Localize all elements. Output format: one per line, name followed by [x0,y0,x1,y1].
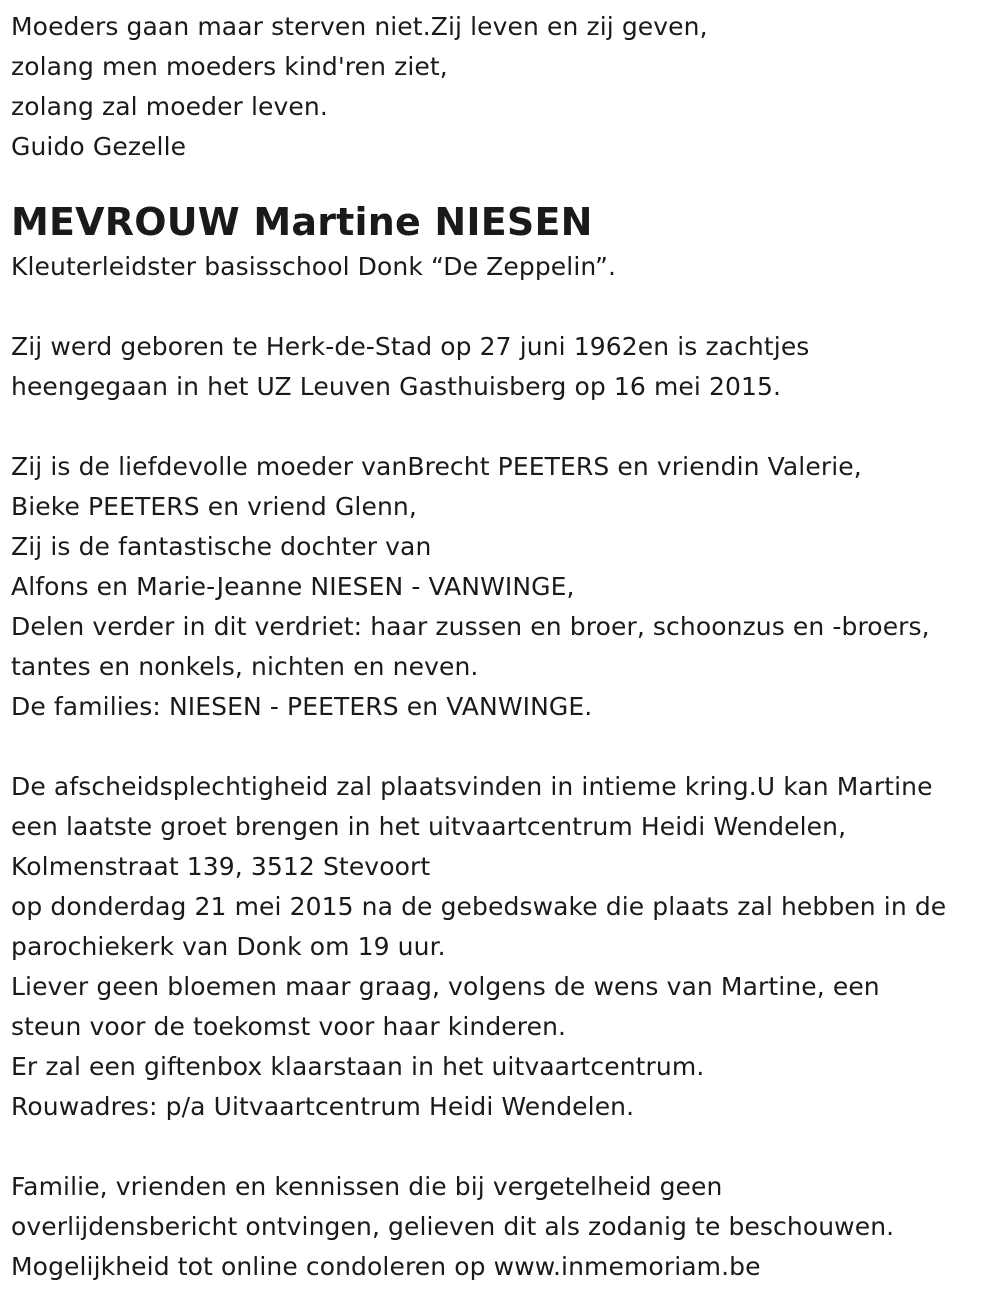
ceremony-line: op donderdag 21 mei 2015 na de gebedswake die plaats zal hebben in de [11,892,947,921]
deceased-occupation: Kleuterleidster basisschool Donk “De Zeppelin”. [11,252,617,281]
birth-death-line: heengegaan in het UZ Leuven Gasthuisberg op 16 mei 2015. [11,372,782,401]
ceremony-line: steun voor de toekomst voor haar kinderen. [11,1012,567,1041]
ceremony-line: Er zal een giftenbox klaarstaan in het uitvaartcentrum. [11,1052,705,1081]
family-line: Delen verder in dit verdriet: haar zussen en broer, schoonzus en -broers, [11,612,930,641]
spacer [11,727,996,767]
family-line: Zij is de liefdevolle moeder vanBrecht PEETERS en vriendin Valerie, [11,452,862,481]
closing-section [11,1167,996,1287]
ceremony-line: parochiekerk van Donk om 19 uur. [11,932,446,961]
closing-line: Mogelijkheid tot online condoleren op www.inmemoriam.be [11,1252,761,1281]
deceased-name: MEVROUW Martine NIESEN [11,200,593,244]
spacer [11,167,996,197]
poem-line: zolang men moeders kind'ren ziet, [11,52,448,81]
ceremony-line: Liever geen bloemen maar graag, volgens de wens van Martine, een [11,972,880,1001]
death-notice [11,7,996,1287]
poem-line: Moeders gaan maar sterven niet.Zij leven en zij geven, [11,12,708,41]
family-line: Bieke PEETERS en vriend Glenn, [11,492,417,521]
birth-death-section [11,327,996,407]
ceremony-line: Kolmenstraat 139, 3512 Stevoort [11,852,431,881]
deceased-section [11,197,996,287]
family-line: Alfons en Marie-Jeanne NIESEN - VANWINGE, [11,572,575,601]
spacer [11,407,996,447]
closing-line: overlijdensbericht ontvingen, gelieven dit als zodanig te beschouwen. [11,1212,895,1241]
family-line: tantes en nonkels, nichten en neven. [11,652,479,681]
ceremony-line: een laatste groet brengen in het uitvaartcentrum Heidi Wendelen, [11,812,847,841]
ceremony-line: De afscheidsplechtigheid zal plaatsvinden in intieme kring.U kan Martine [11,772,933,801]
ceremony-line: Rouwadres: p/a Uitvaartcentrum Heidi Wendelen. [11,1092,635,1121]
spacer [11,1127,996,1167]
family-section [11,447,996,727]
family-line: De families: NIESEN - PEETERS en VANWINGE. [11,692,593,721]
poem-section [11,7,996,167]
birth-death-line: Zij werd geboren te Herk-de-Stad op 27 juni 1962en is zachtjes [11,332,810,361]
spacer [11,287,996,327]
poem-line: zolang zal moeder leven. [11,92,328,121]
poem-author: Guido Gezelle [11,132,187,161]
ceremony-section [11,767,996,1127]
closing-line: Familie, vrienden en kennissen die bij vergetelheid geen [11,1172,723,1201]
family-line: Zij is de fantastische dochter van [11,532,432,561]
